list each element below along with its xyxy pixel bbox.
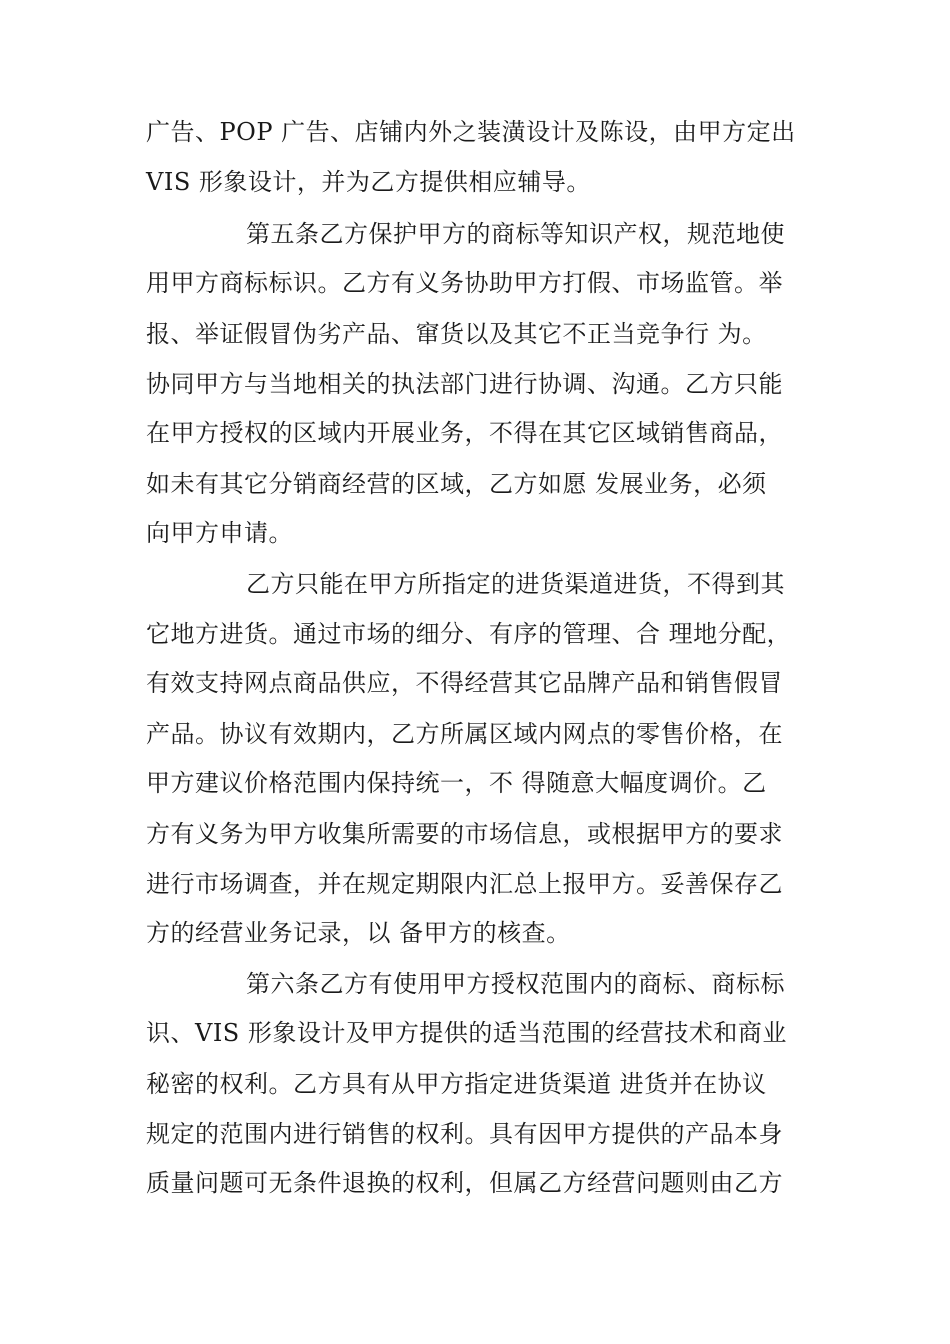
text-line: 它地方进货。通过市场的细分、有序的管理、合 理地分配，	[146, 620, 792, 648]
paragraph-start-line: 第六条乙方有使用甲方授权范围内的商标、商标标	[246, 970, 785, 998]
text-line: 质量问题可无条件退换的权利，但属乙方经营问题则由乙方	[146, 1169, 783, 1197]
text-line: 产品。协议有效期内，乙方所属区域内网点的零售价格，在	[146, 720, 783, 748]
text-line: 方的经营业务记录，以 备甲方的核查。	[146, 919, 571, 947]
text-line: 秘密的权利。乙方具有从甲方指定进货渠道 进货并在协议	[146, 1070, 767, 1098]
text-line: 广告、POP 广告、店铺内外之装潢设计及陈设，由甲方定出	[146, 118, 796, 146]
text-line: 有效支持网点商品供应，不得经营其它品牌产品和销售假冒	[146, 669, 783, 697]
text-line: 向甲方申请。	[146, 519, 293, 547]
text-line: VIS 形象设计，并为乙方提供相应辅导。	[146, 168, 591, 196]
text-line: 进行市场调查，并在规定期限内汇总上报甲方。妥善保存乙	[146, 870, 783, 898]
text-line: 如未有其它分销商经营的区域，乙方如愿 发展业务，必须	[146, 470, 767, 498]
text-line: 识、VIS 形象设计及甲方提供的适当范围的经营技术和商业	[146, 1019, 787, 1047]
text-line: 报、举证假冒伪劣产品、窜货以及其它不正当竞争行 为。	[146, 320, 767, 348]
text-line: 用甲方商标标识。乙方有义务协助甲方打假、市场监管。举	[146, 269, 783, 297]
text-line: 协同甲方与当地相关的执法部门进行协调、沟通。乙方只能	[146, 370, 783, 398]
paragraph-start-line: 乙方只能在甲方所指定的进货渠道进货，不得到其	[246, 570, 785, 598]
text-line: 在甲方授权的区域内开展业务，不得在其它区域销售商品，	[146, 419, 783, 447]
text-line: 甲方建议价格范围内保持统一，不 得随意大幅度调价。乙	[146, 769, 767, 797]
text-line: 规定的范围内进行销售的权利。具有因甲方提供的产品本身	[146, 1120, 783, 1148]
text-line: 方有义务为甲方收集所需要的市场信息，或根据甲方的要求	[146, 820, 783, 848]
paragraph-start-line: 第五条乙方保护甲方的商标等知识产权，规范地使	[246, 220, 785, 248]
